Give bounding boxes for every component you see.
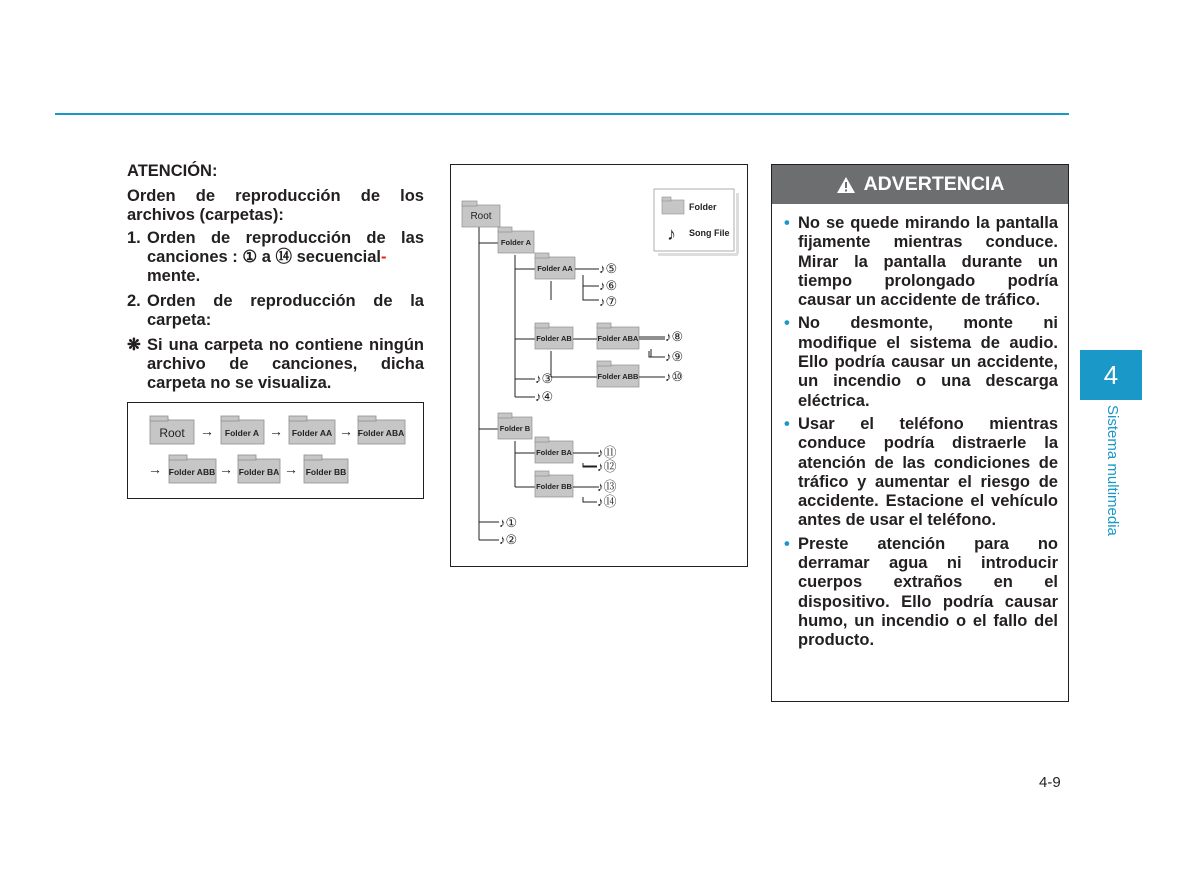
bullet: • [784, 534, 790, 553]
order-label: Folder ABA [357, 428, 405, 438]
song-13: ♪⑬ [597, 479, 617, 494]
playback-order-box [127, 402, 424, 499]
tree-folder-aa [535, 253, 575, 279]
tree-folder-aba [597, 323, 639, 349]
item-number: 2. [127, 292, 141, 310]
attention-item-1 [127, 229, 424, 286]
order-folder-root [150, 416, 194, 444]
song-11: ♪⑪ [597, 445, 617, 460]
order-label: Folder ABB [168, 467, 216, 477]
folder-label: Folder AB [536, 334, 572, 343]
bullet: • [784, 414, 790, 433]
attention-item-2 [127, 292, 424, 330]
folder-label: Folder BB [536, 482, 572, 491]
warning-item [784, 314, 1058, 410]
tree-folder-ab [535, 323, 573, 349]
item-number: 1. [127, 229, 141, 247]
warning-item [784, 535, 1058, 651]
header-rule [55, 113, 1069, 115]
tree-folder-a [498, 227, 534, 253]
playback-order-diagram [128, 403, 423, 498]
order-folder-aba [358, 416, 405, 444]
warning-item-text: Preste atención para no derramar agua ni introducir cuerpos extraños en el dispositivo. Ello podría causar humo, un incendio o el fallo del producto. [798, 534, 1058, 650]
order-folder-abb [169, 455, 216, 483]
tree-folder-root [462, 201, 500, 227]
legend-folder-label: Folder [689, 202, 717, 212]
song-12: ♪⑫ [597, 459, 617, 474]
song-7: ♪⑦ [599, 294, 618, 309]
order-arrow: → [284, 461, 298, 477]
warning-item [784, 214, 1058, 310]
order-folder-bb [304, 455, 348, 483]
warning-item-text: No desmonte, monte ni modifique el sistema de audio. Ello podría causar un accidente, un incendio o una descarga eléctrica. [798, 314, 1058, 410]
order-label: Folder A [224, 428, 260, 438]
folder-label: Folder ABB [597, 372, 639, 381]
legend-song-label: Song File [689, 228, 730, 238]
order-arrow: → [148, 461, 162, 477]
warning-list [784, 214, 1058, 651]
folder-label: Folder AA [537, 264, 573, 273]
order-label: Folder AA [291, 428, 333, 438]
warning-triangle-icon [836, 176, 856, 194]
order-folder-ba [238, 455, 280, 483]
order-label: Root [159, 426, 185, 440]
order-arrow: → [269, 423, 283, 439]
item-text: Orden de reproducción de la carpeta: [147, 292, 424, 329]
order-folder-a [221, 416, 264, 444]
warning-item-text: No se quede mirando la pantalla fijamente mientras conduce. Mirar la pantalla durante un tiempo prolongado podría causar un accidente de tráfico. [798, 214, 1058, 310]
folder-label: Folder B [499, 424, 531, 433]
song-4: ♪④ [535, 389, 554, 404]
music-note-icon: ♪ [667, 224, 676, 244]
warning-header [772, 165, 1068, 204]
song-5: ♪⑤ [599, 261, 618, 276]
folder-tree-box [450, 164, 748, 567]
chapter-tab: 4 [1080, 350, 1142, 400]
bullet: • [784, 314, 790, 333]
attention-title: ATENCIÓN: [127, 162, 218, 180]
note-text: Si una carpeta no contiene ningún archivo de canciones, dicha carpeta no se visualiza. [147, 336, 424, 392]
song-9: ♪⑨ [665, 349, 684, 364]
bullet: • [784, 214, 790, 232]
folder-tree-diagram [451, 165, 747, 566]
folder-label: Folder BA [536, 448, 572, 457]
item-text-tail: mente. [147, 267, 201, 285]
order-arrow: → [200, 423, 214, 439]
tree-folder-bb [535, 471, 573, 497]
warning-item [784, 415, 1058, 531]
folder-label: Root [470, 211, 492, 222]
tree-folder-ba [535, 437, 573, 463]
song-2: ♪② [499, 532, 518, 547]
hyphen-mark: - [380, 248, 387, 266]
page-number: 4-9 [1039, 774, 1061, 791]
song-8: ♪⑧ [665, 329, 684, 344]
order-folder-aa [289, 416, 335, 444]
attention-section [127, 162, 424, 393]
order-arrow: → [339, 423, 353, 439]
song-3: ♪③ [535, 371, 554, 386]
song-6: ♪⑥ [599, 278, 618, 293]
attention-intro: Orden de reproducción de los archivos (carpetas): [127, 187, 424, 224]
attention-note [127, 336, 424, 393]
song-14: ♪⑭ [597, 494, 617, 509]
order-arrow: → [219, 461, 233, 477]
chapter-title: Sistema multimedia [1104, 405, 1121, 536]
item-text: Orden de reproducción de las canciones : ① a ⑭ secuencial [147, 229, 424, 266]
tree-legend [654, 189, 739, 256]
warning-item-text: Usar el teléfono mientras conduce podría distraerle la atención de las condiciones de tráfico y aumentar el riesgo de accidente. Estacione el vehículo antes de usar el teléfono. [798, 414, 1058, 530]
tree-folder-b [498, 413, 532, 439]
warning-box [771, 164, 1069, 702]
tree-folder-abb [597, 361, 639, 387]
warning-title: ADVERTENCIA [863, 173, 1005, 195]
song-1: ♪① [499, 515, 518, 530]
order-label: Folder BA [238, 467, 280, 477]
order-label: Folder BB [305, 467, 347, 477]
song-10: ♪⑩ [665, 369, 684, 384]
folder-label: Folder ABA [597, 334, 639, 343]
note-mark: ❋ [127, 336, 141, 354]
folder-label: Folder A [500, 238, 532, 247]
